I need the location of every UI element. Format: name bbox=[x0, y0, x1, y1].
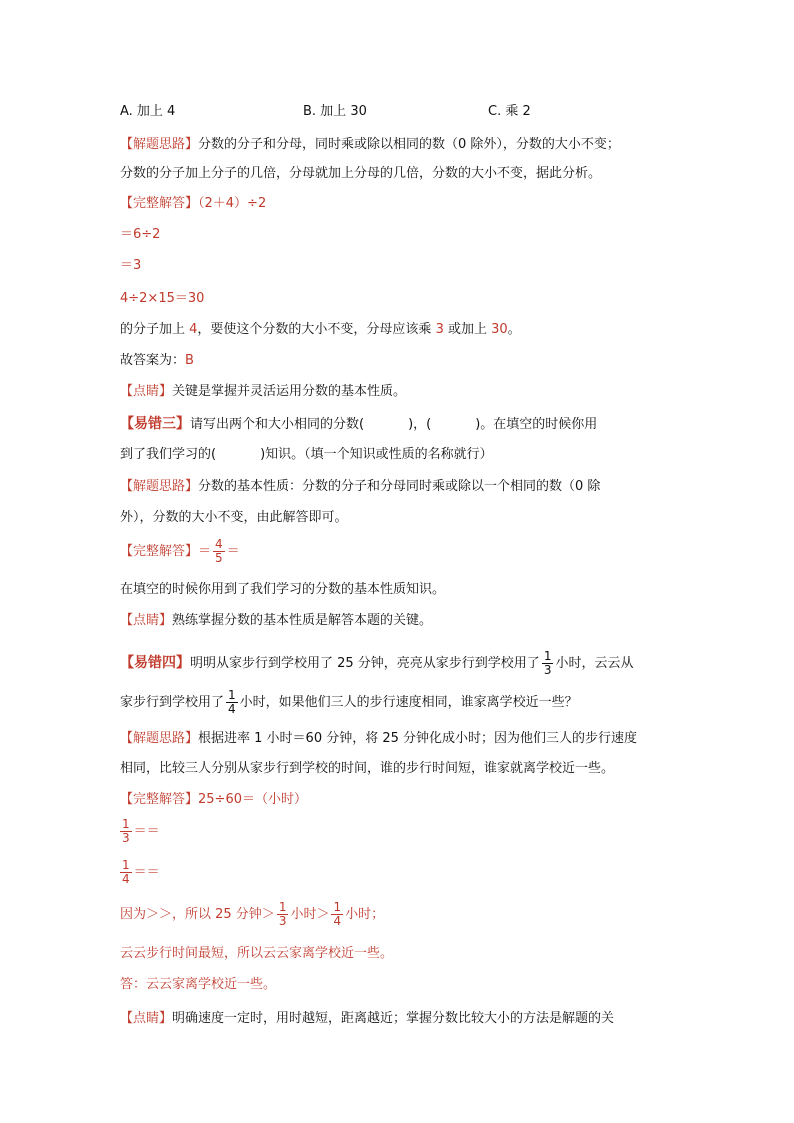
q4-question-line-2 bbox=[120, 688, 578, 718]
q1-answer-text-1: （2＋4）÷2 bbox=[198, 196, 267, 211]
q3-fraction-denominator: 5 bbox=[215, 551, 223, 565]
q4-answer-tag: 【完整解答】 bbox=[120, 792, 199, 807]
q4-cmp-c: 小时； bbox=[345, 907, 385, 922]
q1-answer-5c: ，要使这个分数的大小不变，分母应该乘 bbox=[197, 322, 436, 337]
q3-question-line-2 bbox=[120, 447, 493, 463]
q4-fraction-1 bbox=[542, 650, 554, 677]
q3-note-line bbox=[120, 613, 432, 629]
q4-answer-fraction-quarter-denominator: 4 bbox=[122, 872, 130, 886]
q4-note-line bbox=[120, 1011, 614, 1027]
q4-answer-fraction-third-denominator: 3 bbox=[122, 831, 130, 845]
q4-fraction-1-denominator: 3 bbox=[543, 663, 552, 677]
q3-title-tag: 【易错三】 bbox=[120, 416, 190, 432]
q4-cmp-fraction-1-denominator: 3 bbox=[278, 914, 287, 928]
q4-note-text: 明确速度一定时，用时越短，距离越近；掌握分数比较大小的方法是解题的关 bbox=[172, 1011, 615, 1026]
q1-answer-5b: 4 bbox=[189, 322, 198, 337]
q1-answer-tag: 【完整解答】 bbox=[120, 196, 199, 211]
q4-cmp-b: 小时＞ bbox=[290, 907, 330, 922]
q1-answer-5a: 的分子加上 bbox=[120, 322, 190, 337]
q1-answer-text-3: ＝3 bbox=[120, 258, 142, 273]
q4-answer-fraction-third-numerator: 1 bbox=[122, 817, 130, 831]
q1-answer-text-4: 4÷2×15＝30 bbox=[120, 291, 205, 306]
q1-final-value: B bbox=[185, 353, 194, 368]
q1-idea-text-2: 分数的分子加上分子的几倍，分母就加上分母的几倍，分数的大小不变，据此分析。 bbox=[120, 166, 602, 181]
q4-fraction-2-denominator: 4 bbox=[228, 702, 236, 716]
q4-text-2b: 小时，如果他们三人的步行速度相同，谁家离学校近一些？ bbox=[239, 695, 578, 710]
q4-answer-fraction-quarter bbox=[120, 859, 132, 886]
q4-text-1b: 小时，云云从 bbox=[555, 656, 634, 671]
q4-idea-line-1 bbox=[120, 731, 637, 747]
q4-answer-line-3 bbox=[120, 858, 160, 888]
q1-final-answer bbox=[120, 353, 194, 369]
q4-idea-tag: 【解题思路】 bbox=[120, 731, 199, 746]
q3-answer-line-1 bbox=[120, 538, 240, 566]
q1-idea-tag: 【解题思路】 bbox=[120, 137, 199, 152]
q4-fraction-1-numerator: 1 bbox=[543, 649, 552, 663]
q4-text-1a: 明明从家步行到学校用了 25 分钟，亮亮从家步行到学校用了 bbox=[190, 656, 540, 671]
q4-answer-fraction-quarter-numerator: 1 bbox=[122, 858, 130, 872]
q4-answer-text-5: 云云步行时间最短，所以云云家离学校近一些。 bbox=[120, 946, 394, 961]
q3-idea-text-1: 分数的基本性质：分数的分子和分母同时乘或除以一个相同的数（0 除 bbox=[198, 479, 601, 494]
q3-fraction bbox=[213, 538, 225, 565]
q1-note-line bbox=[120, 384, 406, 400]
q4-answer-line-2 bbox=[120, 817, 160, 847]
q4-cmp-fraction-2 bbox=[331, 901, 343, 928]
option-c: C. 乘 2 bbox=[488, 104, 531, 119]
q4-answer-text-6: 答：云云家离学校近一些。 bbox=[120, 977, 277, 992]
q3-idea-text-2: 外），分数的大小不变，由此解答即可。 bbox=[120, 510, 348, 525]
q1-answer-5g: 。 bbox=[507, 322, 521, 337]
q4-cmp-fraction-2-denominator: 4 bbox=[333, 914, 342, 928]
q4-answer-line-2-eq: ＝＝ bbox=[133, 824, 160, 839]
q1-note-text: 关键是掌握并灵活运用分数的基本性质。 bbox=[172, 384, 407, 399]
q3-note-tag: 【点睛】 bbox=[120, 613, 173, 628]
q3-idea-tag: 【解题思路】 bbox=[120, 479, 199, 494]
q3-answer-eq1: ＝ bbox=[198, 544, 212, 559]
option-a: A. 加上 4 bbox=[120, 104, 176, 119]
q4-note-tag: 【点睛】 bbox=[120, 1011, 173, 1026]
q3-note-text: 熟练掌握分数的基本性质是解答本题的关键。 bbox=[172, 613, 433, 628]
q3-text-1c: )。在填空的时候你用 bbox=[475, 417, 598, 432]
q4-answer-line-3-eq: ＝＝ bbox=[133, 865, 160, 880]
q3-text-1b: )，( bbox=[408, 417, 432, 432]
q3-question-line-1 bbox=[120, 416, 597, 433]
q3-idea-line-1 bbox=[120, 479, 600, 495]
q4-answer-line-1 bbox=[120, 792, 307, 808]
q1-answer-5e: 或加上 bbox=[443, 322, 492, 337]
q1-answer-line-5 bbox=[120, 322, 521, 338]
q3-answer-text-2: 在填空的时候你用到了我们学习的分数的基本性质知识。 bbox=[120, 582, 446, 597]
q3-answer-eq2: ＝ bbox=[226, 544, 240, 559]
q3-text-2a: 到了我们学习的( bbox=[120, 447, 217, 462]
q4-question-line-1 bbox=[120, 648, 633, 679]
q4-cmp-fraction-1-numerator: 1 bbox=[278, 900, 287, 914]
q1-note-tag: 【点睛】 bbox=[120, 384, 173, 399]
option-b: B. 加上 30 bbox=[303, 104, 367, 119]
q1-idea-line-1 bbox=[120, 137, 620, 153]
q4-cmp-fraction-1 bbox=[277, 901, 289, 928]
q4-answer-fraction-third bbox=[120, 818, 132, 845]
q4-cmp-fraction-2-numerator: 1 bbox=[333, 900, 342, 914]
q1-idea-text-1: 分数的分子和分母，同时乘或除以相同的数（0 除外），分数的大小不变； bbox=[198, 137, 620, 152]
q4-title-tag: 【易错四】 bbox=[120, 655, 190, 671]
q1-final-label: 故答案为： bbox=[120, 353, 186, 368]
q4-idea-text-1: 根据进率 1 小时＝60 分钟，将 25 分钟化成小时；因为他们三人的步行速度 bbox=[198, 731, 638, 746]
q1-answer-5d: 3 bbox=[435, 322, 444, 337]
q1-answer-text-2: ＝6÷2 bbox=[120, 227, 161, 242]
q3-answer-tag: 【完整解答】 bbox=[120, 544, 199, 559]
q4-text-2a: 家步行到学校用了 bbox=[120, 695, 225, 710]
q4-answer-comparison bbox=[120, 900, 384, 930]
q4-idea-text-2: 相同，比较三人分别从家步行到学校的时间，谁的步行时间短，谁家就离学校近一些。 bbox=[120, 761, 615, 776]
q4-cmp-a: 因为＞＞，所以 25 分钟＞ bbox=[120, 907, 275, 922]
q1-answer-line-1 bbox=[120, 196, 266, 212]
q3-text-1a: 请写出两个和大小相同的分数( bbox=[190, 417, 365, 432]
q4-fraction-2 bbox=[226, 689, 238, 716]
q4-answer-text-1: 25÷60＝（小时） bbox=[198, 792, 307, 807]
q4-fraction-2-numerator: 1 bbox=[228, 688, 236, 702]
q3-fraction-numerator: 4 bbox=[215, 537, 223, 551]
q1-answer-5f: 30 bbox=[491, 322, 508, 337]
q3-text-2b: )知识。（填一个知识或性质的名称就行） bbox=[260, 447, 493, 462]
